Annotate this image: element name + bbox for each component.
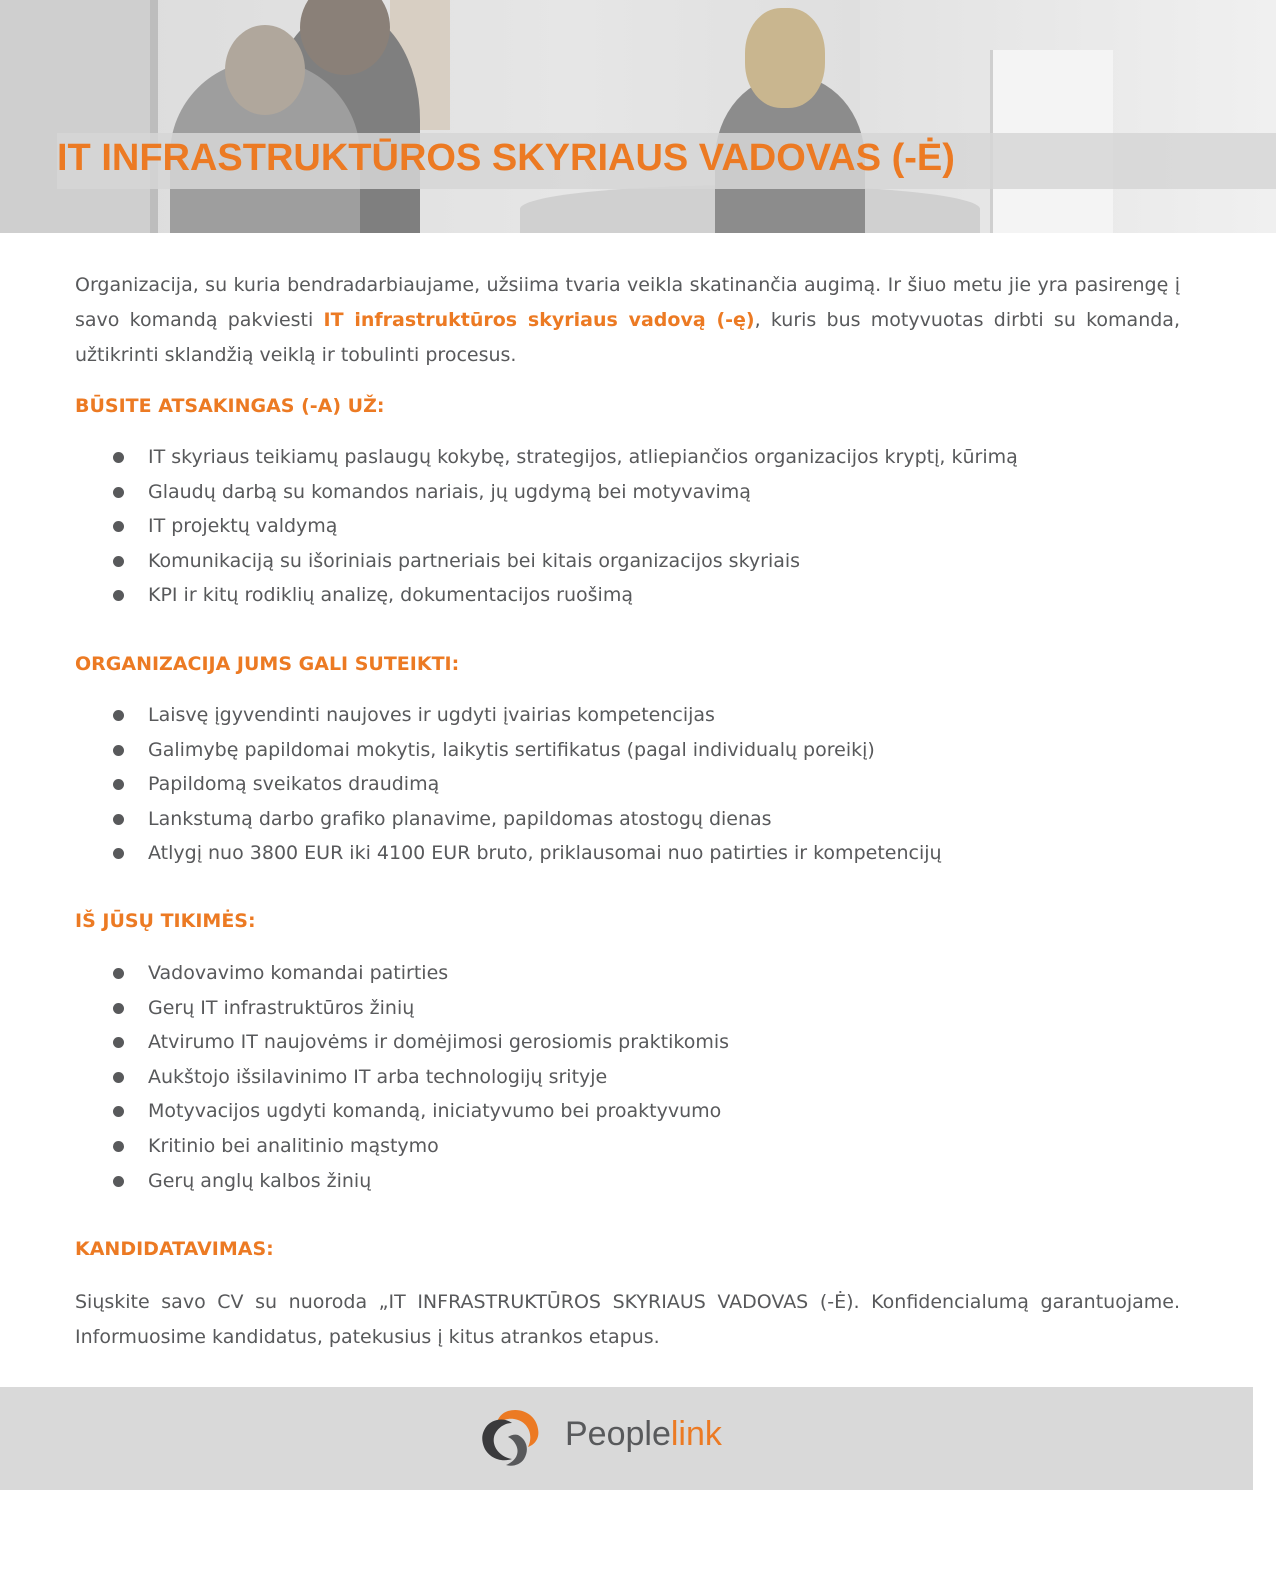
list-item: Gerų anglų kalbos žinių xyxy=(113,1164,1173,1199)
list-item: IT skyriaus teikiamų paslaugų kokybę, strategijos, atliepiančios organizacijos kryptį, kūrimą xyxy=(113,440,1173,475)
bullet-dot-icon xyxy=(113,590,124,601)
bullet-dot-icon xyxy=(113,848,124,859)
list-item: Komunikaciją su išoriniais partneriais bei kitais organizacijos skyriais xyxy=(113,544,1173,579)
bullet-dot-icon xyxy=(113,710,124,721)
section-title-application: KANDIDATAVIMAS: xyxy=(75,1238,274,1260)
list-item: Gerų IT infrastruktūros žinių xyxy=(113,991,1173,1026)
bullet-dot-icon xyxy=(113,452,124,463)
peoplelink-logo-icon xyxy=(478,1405,548,1469)
list-item: Motyvacijos ugdyti komandą, iniciatyvumo bei proaktyvumo xyxy=(113,1094,1173,1129)
bullet-dot-icon xyxy=(113,556,124,567)
bullet-dot-icon xyxy=(113,1072,124,1083)
benefits-list xyxy=(113,698,1173,871)
expectations-list xyxy=(113,956,1173,1198)
bullet-dot-icon xyxy=(113,1176,124,1187)
section-title-responsibilities: BŪSITE ATSAKINGAS (-A) UŽ: xyxy=(75,395,385,417)
bullet-dot-icon xyxy=(113,745,124,756)
footer xyxy=(0,1387,1253,1490)
list-item: Galimybę papildomai mokytis, laikytis sertifikatus (pagal individualų poreikį) xyxy=(113,733,1173,768)
list-item: Glaudų darbą su komandos nariais, jų ugdymą bei motyvavimą xyxy=(113,475,1173,510)
bullet-dot-icon xyxy=(113,779,124,790)
intro-block xyxy=(75,268,1180,373)
bullet-dot-icon xyxy=(113,487,124,498)
list-item: Atvirumo IT naujovėms ir domėjimosi gerosiomis praktikomis xyxy=(113,1025,1173,1060)
list-item: Laisvę įgyvendinti naujoves ir ugdyti įvairias kompetencijas xyxy=(113,698,1173,733)
intro-paragraph xyxy=(75,268,1180,373)
bullet-dot-icon xyxy=(113,1037,124,1048)
header-photo xyxy=(0,0,1276,233)
bullet-dot-icon xyxy=(113,1003,124,1014)
page-title: IT INFRASTRUKTŪROS SKYRIAUS VADOVAS (-Ė) xyxy=(57,137,955,179)
list-item: Vadovavimo komandai patirties xyxy=(113,956,1173,991)
list-item: Aukštojo išsilavinimo IT arba technologijų srityje xyxy=(113,1060,1173,1095)
intro-text-1: Organizacija, su kuria bendradarbiaujame, užsiima tvaria veikla skatinančia augimą. Ir šiuo metu jie yra pasirengę į savo komandą pakviesti xyxy=(75,274,1180,331)
responsibilities-list xyxy=(113,440,1173,613)
bullet-dot-icon xyxy=(113,1141,124,1152)
list-item: Papildomą sveikatos draudimą xyxy=(113,767,1173,802)
intro-highlight: IT infrastruktūros skyriaus vadovą (-ę) xyxy=(323,309,755,331)
section-title-expectations: IŠ JŪSŲ TIKIMĖS: xyxy=(75,910,256,932)
closing-paragraph: Siųskite savo CV su nuoroda „IT INFRASTRUKTŪROS SKYRIAUS VADOVAS (-Ė). Konfidencialumą garantuojame. Informuosime kandidatus, patekusius į kitus atrankos etapus. xyxy=(75,1291,1180,1348)
bullet-dot-icon xyxy=(113,521,124,532)
list-item: Atlygį nuo 3800 EUR iki 4100 EUR bruto, priklausomai nuo patirties ir kompetencijų xyxy=(113,836,1173,871)
bullet-dot-icon xyxy=(113,1106,124,1117)
list-item: Lankstumą darbo grafiko planavime, papildomas atostogų dienas xyxy=(113,802,1173,837)
bullet-dot-icon xyxy=(113,814,124,825)
intro-text-2: , kuris bus motyvuotas dirbti su komanda, užtikrinti sklandžią veiklą ir tobulinti procesus. xyxy=(75,309,1180,366)
brand-wordmark: Peoplelink xyxy=(565,1415,722,1453)
bullet-dot-icon xyxy=(113,968,124,979)
list-item: KPI ir kitų rodiklių analizę, dokumentacijos ruošimą xyxy=(113,578,1173,613)
section-title-benefits: ORGANIZACIJA JUMS GALI SUTEIKTI: xyxy=(75,653,460,675)
list-item: Kritinio bei analitinio mąstymo xyxy=(113,1129,1173,1164)
list-item: IT projektų valdymą xyxy=(113,509,1173,544)
